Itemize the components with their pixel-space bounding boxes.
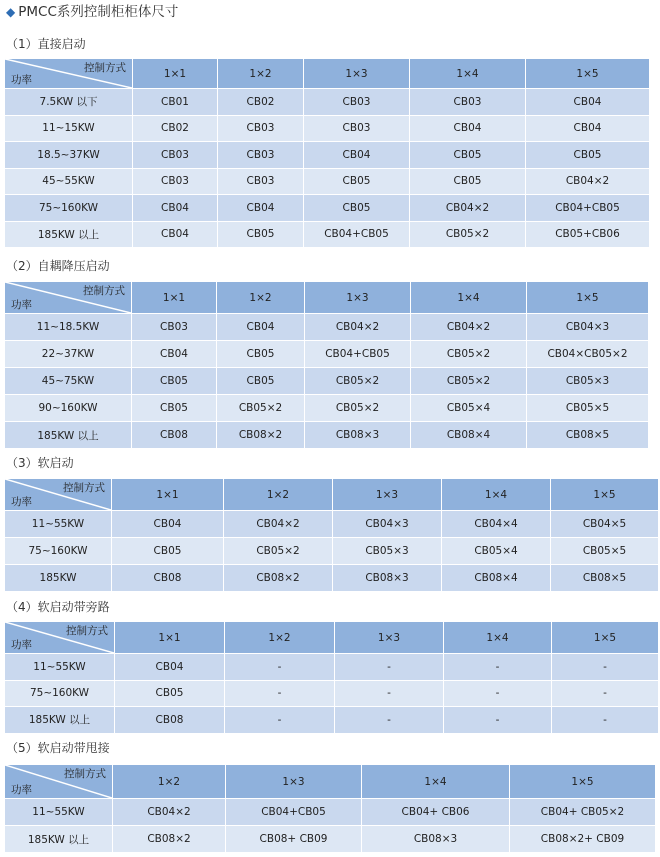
column-header: 1×5 (510, 765, 656, 799)
cabinet-cell: CB04+CB05 (304, 221, 410, 248)
power-cell: 11~55KW (5, 511, 112, 538)
header-control-mode: 控制方式 (63, 482, 105, 494)
cabinet-cell: CB08×3 (333, 565, 442, 592)
power-cell: 11~15KW (5, 115, 133, 142)
cabinet-cell: CB04 (526, 89, 650, 116)
cabinet-cell: CB05 (132, 368, 217, 395)
column-header: 1×3 (304, 59, 410, 89)
cabinet-cell: CB05 (217, 368, 305, 395)
cabinet-cell: CB05 (217, 341, 305, 368)
column-header: 1×5 (526, 59, 650, 89)
column-header: 1×2 (224, 479, 333, 511)
table-header-row (5, 282, 649, 314)
cabinet-cell: - (444, 680, 552, 707)
power-cell: 11~55KW (5, 654, 115, 681)
cabinet-cell: - (552, 680, 659, 707)
table-row (5, 422, 649, 449)
cabinet-cell: CB08×3 (305, 422, 411, 449)
header-control-mode: 控制方式 (64, 768, 106, 780)
cabinet-cell: CB05×2 (411, 368, 527, 395)
cabinet-cell: CB04+CB05 (526, 195, 650, 222)
cabinet-cell: CB08×5 (527, 422, 649, 449)
power-cell: 18.5~37KW (5, 142, 133, 169)
table-row (5, 195, 650, 222)
cabinet-cell: CB02 (218, 89, 304, 116)
table-row (5, 314, 649, 341)
column-header: 1×5 (551, 479, 659, 511)
cabinet-cell: CB08 (115, 707, 225, 734)
column-header: 1×3 (305, 282, 411, 314)
table-row (5, 341, 649, 368)
cabinet-cell: CB05+CB06 (526, 221, 650, 248)
page-title (6, 2, 178, 22)
cabinet-cell: CB04 (133, 195, 218, 222)
cabinet-size-table (4, 58, 650, 248)
cabinet-cell: CB04×2 (526, 168, 650, 195)
section-label: （3）软启动 (6, 456, 74, 470)
cabinet-cell: CB08+ CB09 (226, 826, 362, 853)
table-row (5, 368, 649, 395)
cabinet-cell: CB03 (133, 142, 218, 169)
cabinet-cell: CB03 (133, 168, 218, 195)
column-header: 1×5 (552, 622, 659, 654)
table-header-row (5, 479, 659, 511)
power-cell: 185KW 以上 (5, 422, 132, 449)
power-cell: 11~55KW (5, 799, 113, 826)
cabinet-cell: - (225, 680, 335, 707)
cabinet-cell: CB05 (115, 680, 225, 707)
power-cell: 11~18.5KW (5, 314, 132, 341)
cabinet-cell: CB04×4 (442, 511, 551, 538)
table-row (5, 142, 650, 169)
cabinet-cell: CB08 (112, 565, 224, 592)
cabinet-cell: - (552, 654, 659, 681)
column-header: 1×4 (410, 59, 526, 89)
cabinet-cell: CB08×2+ CB09 (510, 826, 656, 853)
cabinet-cell: - (335, 707, 444, 734)
table-row (5, 654, 659, 681)
table-row (5, 89, 650, 116)
cabinet-cell: CB08×4 (411, 422, 527, 449)
power-cell: 90~160KW (5, 395, 132, 422)
column-header: 1×1 (115, 622, 225, 654)
diagonal-header-cell (5, 59, 133, 89)
diamond-bullet-icon: ◆ (6, 5, 16, 19)
cabinet-cell: CB05 (304, 168, 410, 195)
header-control-mode: 控制方式 (66, 625, 108, 637)
power-cell: 7.5KW 以下 (5, 89, 133, 116)
cabinet-cell: CB03 (132, 314, 217, 341)
cabinet-cell: CB02 (133, 115, 218, 142)
cabinet-cell: CB03 (218, 115, 304, 142)
cabinet-cell: CB04+CB05 (305, 341, 411, 368)
cabinet-cell: CB04×3 (527, 314, 649, 341)
cabinet-cell: CB03 (410, 89, 526, 116)
table-row (5, 395, 649, 422)
cabinet-cell: CB05 (218, 221, 304, 248)
cabinet-size-table (4, 281, 649, 449)
header-power: 功率 (11, 496, 32, 508)
section-label: （1）直接启动 (6, 37, 86, 51)
cabinet-cell: CB04 (217, 314, 305, 341)
column-header: 1×2 (225, 622, 335, 654)
cabinet-cell: CB05×5 (551, 538, 659, 565)
cabinet-cell: CB04 (304, 142, 410, 169)
cabinet-cell: - (552, 707, 659, 734)
cabinet-cell: CB04+CB05 (226, 799, 362, 826)
table-row (5, 538, 659, 565)
column-header: 1×1 (133, 59, 218, 89)
column-header: 1×2 (218, 59, 304, 89)
power-cell: 185KW (5, 565, 112, 592)
diagonal-header-cell (5, 282, 132, 314)
cabinet-cell: CB04×2 (305, 314, 411, 341)
cabinet-cell: CB05×2 (217, 395, 305, 422)
cabinet-cell: CB08×3 (362, 826, 510, 853)
power-cell: 185KW 以上 (5, 221, 133, 248)
section-label: （5）软启动带甩接 (6, 741, 110, 755)
cabinet-cell: CB05 (112, 538, 224, 565)
power-cell: 45~55KW (5, 168, 133, 195)
cabinet-cell: CB08×5 (551, 565, 659, 592)
cabinet-cell: - (335, 680, 444, 707)
table-row (5, 707, 659, 734)
cabinet-cell: CB05 (410, 168, 526, 195)
cabinet-cell: CB05×2 (224, 538, 333, 565)
power-cell: 45~75KW (5, 368, 132, 395)
cabinet-cell: CB04×5 (551, 511, 659, 538)
cabinet-cell: CB05×2 (305, 395, 411, 422)
table-row (5, 221, 650, 248)
cabinet-cell: CB08 (132, 422, 217, 449)
diagonal-header-cell (5, 479, 112, 511)
section-label: （2）自耦降压启动 (6, 259, 110, 273)
column-header: 1×2 (217, 282, 305, 314)
column-header: 1×2 (113, 765, 226, 799)
cabinet-cell: CB05×5 (527, 395, 649, 422)
table-row (5, 565, 659, 592)
cabinet-cell: CB05×3 (333, 538, 442, 565)
cabinet-cell: CB05 (410, 142, 526, 169)
table-row (5, 115, 650, 142)
cabinet-cell: CB05×2 (305, 368, 411, 395)
power-cell: 22~37KW (5, 341, 132, 368)
column-header: 1×4 (442, 479, 551, 511)
column-header: 1×3 (335, 622, 444, 654)
table-header-row (5, 622, 659, 654)
cabinet-cell: CB03 (218, 142, 304, 169)
cabinet-cell: CB04×2 (224, 511, 333, 538)
power-cell: 75~160KW (5, 195, 133, 222)
cabinet-cell: CB04 (526, 115, 650, 142)
cabinet-cell: CB04 (218, 195, 304, 222)
power-cell: 185KW 以上 (5, 826, 113, 853)
cabinet-cell: CB03 (304, 89, 410, 116)
power-cell: 75~160KW (5, 538, 112, 565)
cabinet-cell: CB04+ CB06 (362, 799, 510, 826)
cabinet-cell: CB05 (304, 195, 410, 222)
table-row (5, 168, 650, 195)
cabinet-cell: CB08×2 (224, 565, 333, 592)
column-header: 1×3 (226, 765, 362, 799)
column-header: 1×4 (444, 622, 552, 654)
power-cell: 75~160KW (5, 680, 115, 707)
cabinet-cell: - (444, 654, 552, 681)
cabinet-cell: CB08×4 (442, 565, 551, 592)
diagonal-header-cell (5, 765, 113, 799)
cabinet-cell: CB05 (526, 142, 650, 169)
page-title-text: PMCC系列控制柜柜体尺寸 (18, 4, 179, 20)
cabinet-cell: CB03 (218, 168, 304, 195)
column-header: 1×1 (132, 282, 217, 314)
cabinet-cell: CB04×CB05×2 (527, 341, 649, 368)
cabinet-cell: CB04 (115, 654, 225, 681)
cabinet-size-table (4, 478, 659, 592)
column-header: 1×4 (411, 282, 527, 314)
table-header-row (5, 765, 656, 799)
cabinet-cell: CB04 (112, 511, 224, 538)
cabinet-cell: CB04×2 (113, 799, 226, 826)
table-row (5, 680, 659, 707)
header-control-mode: 控制方式 (84, 62, 126, 74)
table-header-row (5, 59, 650, 89)
cabinet-cell: CB05×2 (410, 221, 526, 248)
table-row (5, 511, 659, 538)
power-cell: 185KW 以上 (5, 707, 115, 734)
diagonal-header-cell (5, 622, 115, 654)
cabinet-size-table (4, 764, 656, 853)
cabinet-cell: CB05×4 (411, 395, 527, 422)
cabinet-cell: CB08×2 (113, 826, 226, 853)
header-power: 功率 (11, 784, 32, 796)
column-header: 1×3 (333, 479, 442, 511)
cabinet-cell: CB04 (133, 221, 218, 248)
cabinet-cell: - (225, 654, 335, 681)
column-header: 1×1 (112, 479, 224, 511)
header-power: 功率 (11, 299, 32, 311)
cabinet-cell: CB05 (132, 395, 217, 422)
table-row (5, 799, 656, 826)
column-header: 1×5 (527, 282, 649, 314)
column-header: 1×4 (362, 765, 510, 799)
cabinet-cell: CB04×2 (411, 314, 527, 341)
cabinet-cell: - (444, 707, 552, 734)
section-label: （4）软启动带旁路 (6, 600, 110, 614)
cabinet-size-table (4, 621, 659, 734)
cabinet-cell: CB05×3 (527, 368, 649, 395)
cabinet-cell: CB04×3 (333, 511, 442, 538)
cabinet-cell: - (225, 707, 335, 734)
cabinet-cell: CB01 (133, 89, 218, 116)
cabinet-cell: CB08×2 (217, 422, 305, 449)
cabinet-cell: CB04+ CB05×2 (510, 799, 656, 826)
cabinet-cell: CB04 (132, 341, 217, 368)
cabinet-cell: CB04 (410, 115, 526, 142)
cabinet-cell: CB03 (304, 115, 410, 142)
header-power: 功率 (11, 74, 32, 86)
cabinet-cell: CB05×4 (442, 538, 551, 565)
cabinet-cell: - (335, 654, 444, 681)
header-power: 功率 (11, 639, 32, 651)
cabinet-cell: CB05×2 (411, 341, 527, 368)
cabinet-cell: CB04×2 (410, 195, 526, 222)
header-control-mode: 控制方式 (83, 285, 125, 297)
table-row (5, 826, 656, 853)
